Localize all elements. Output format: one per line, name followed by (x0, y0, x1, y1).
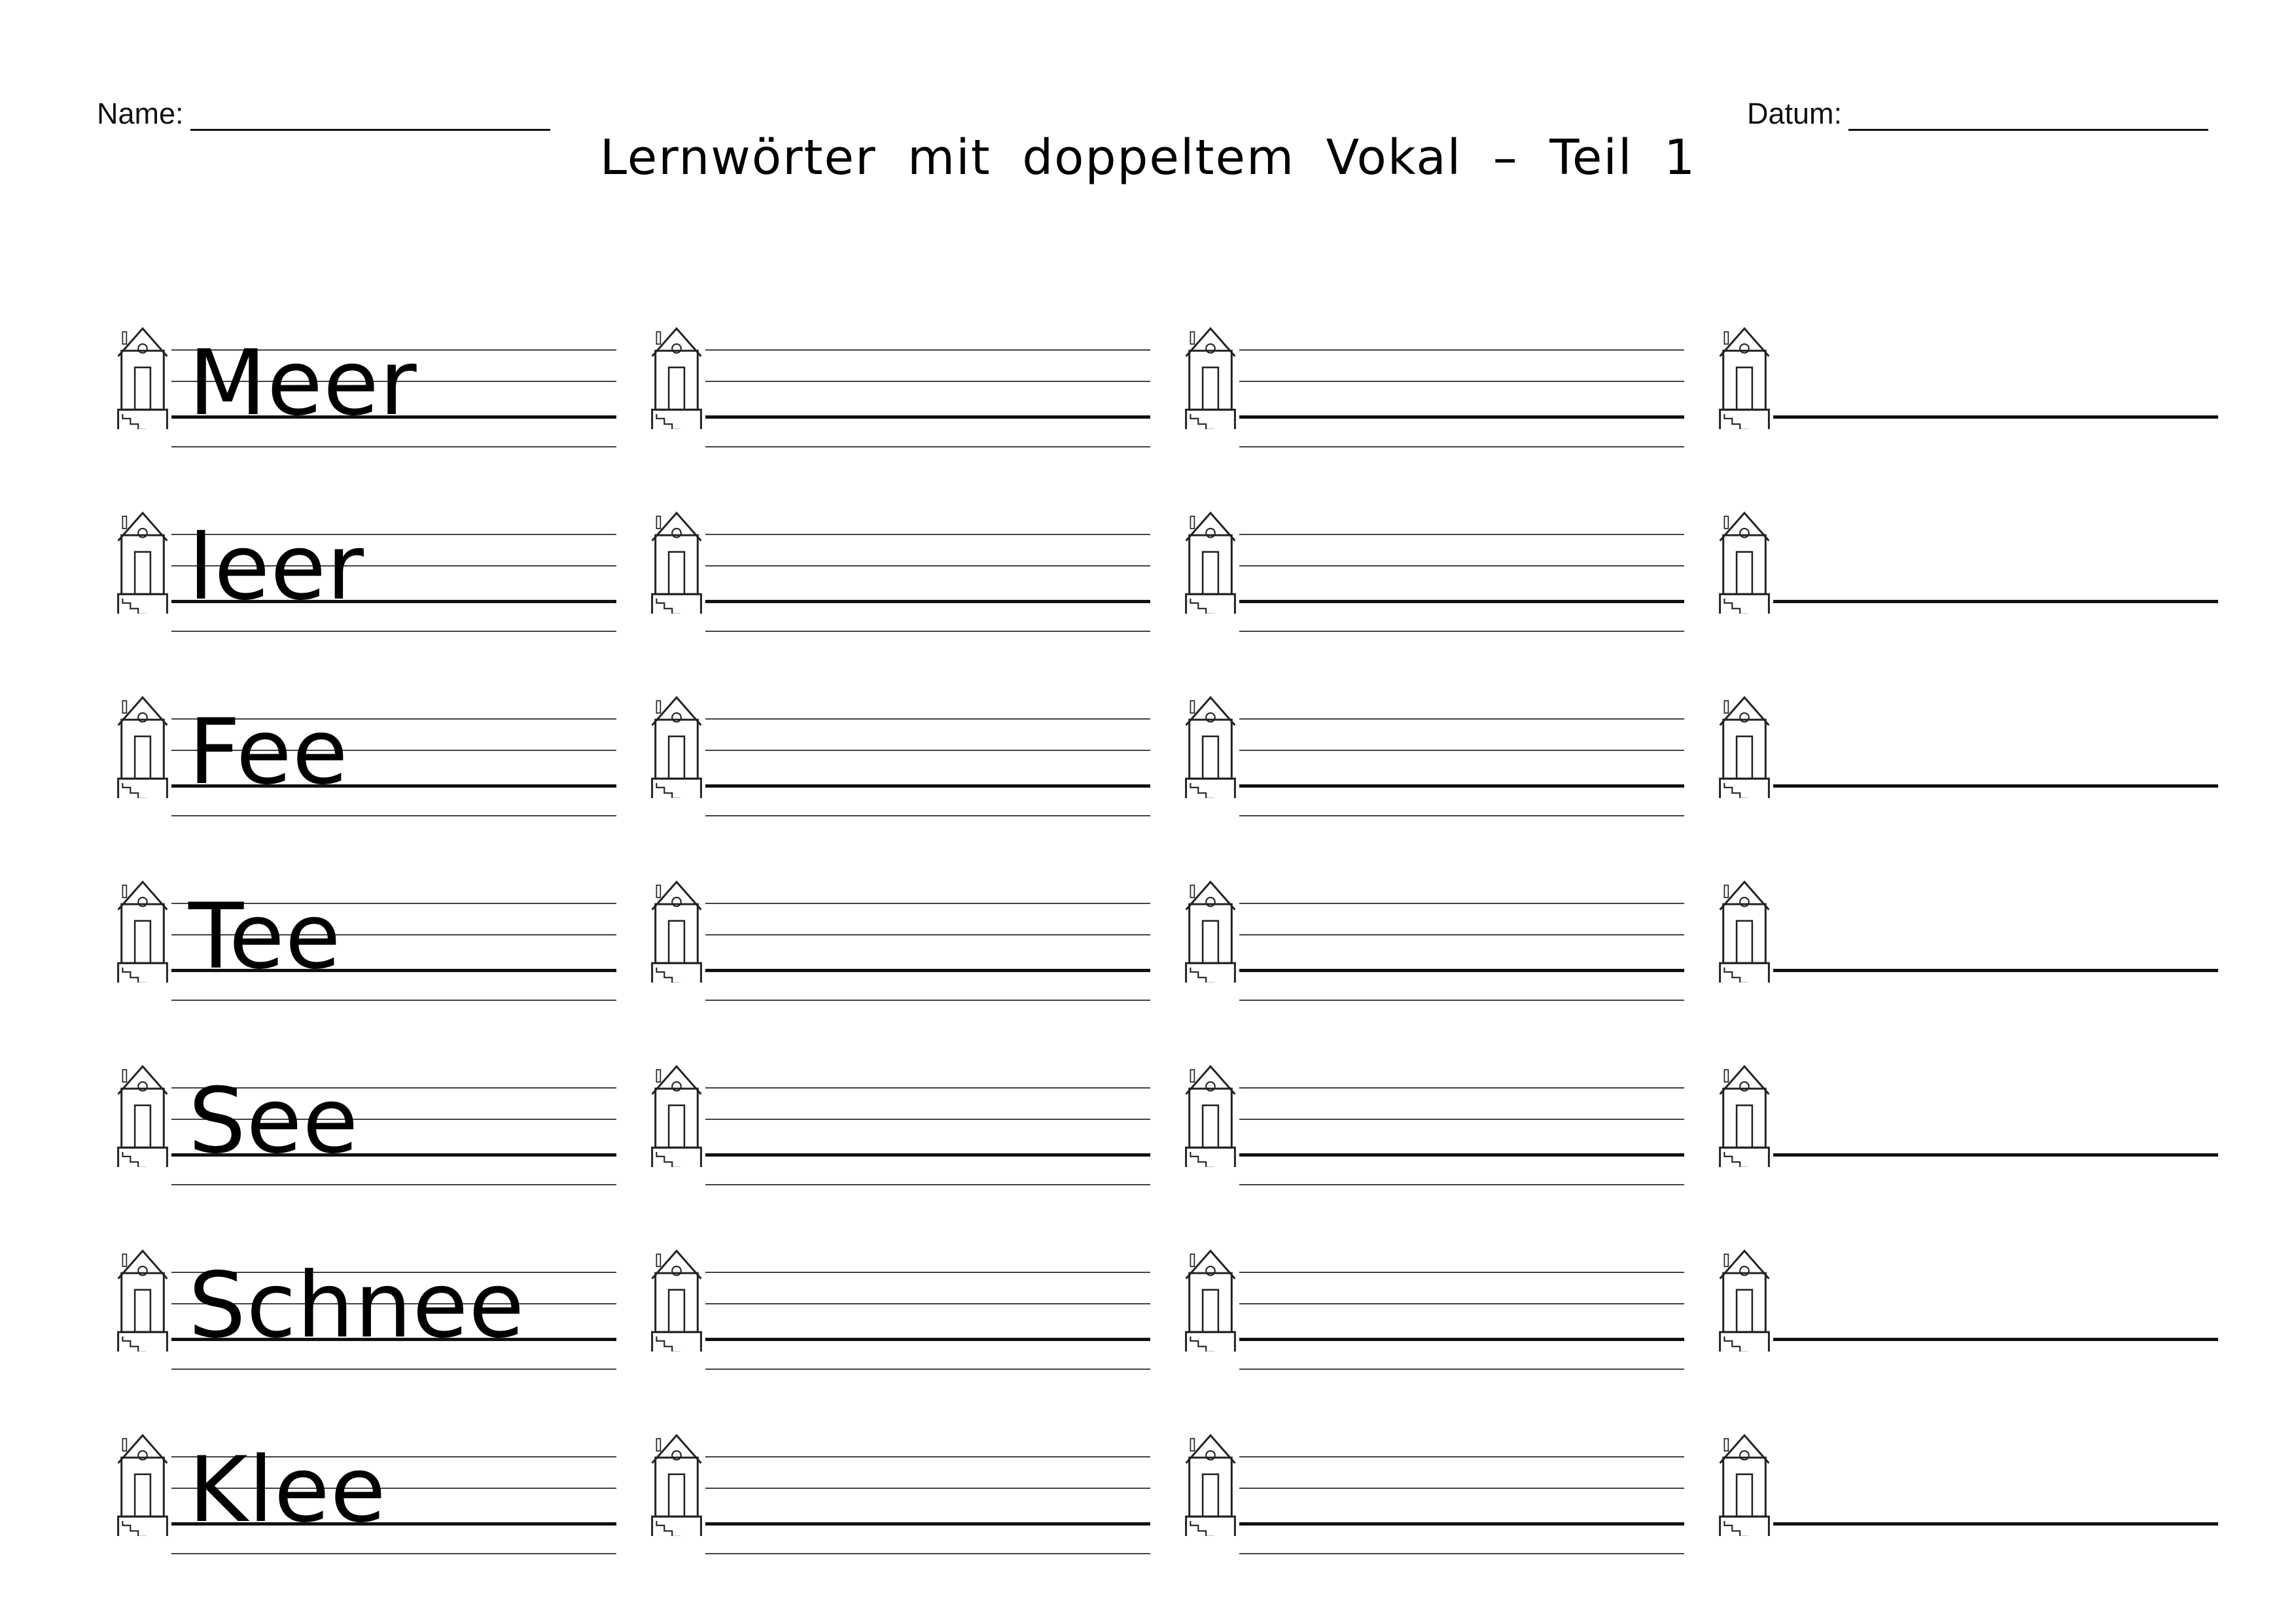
practice-cell[interactable] (1179, 687, 1684, 798)
guide-line (705, 534, 1150, 535)
writing-lines (1239, 871, 1684, 983)
house-icon (1179, 1056, 1242, 1167)
guide-line (705, 1272, 1150, 1273)
house-icon (645, 318, 708, 429)
guide-line (1239, 934, 1684, 935)
guide-line (705, 1456, 1150, 1457)
guide-line (171, 1553, 616, 1554)
vocab-word: leer (188, 515, 364, 620)
guide-line (1239, 718, 1684, 720)
writing-lines (705, 687, 1150, 798)
house-icon (111, 687, 174, 798)
guide-line (1239, 565, 1684, 567)
practice-cell[interactable] (1713, 502, 2218, 614)
practice-cell[interactable] (645, 871, 1150, 983)
house-icon (111, 1425, 174, 1536)
practice-cell[interactable] (645, 318, 1150, 429)
word-cell (111, 1425, 616, 1543)
guide-line (1239, 1272, 1684, 1273)
guide-line (705, 750, 1150, 751)
writing-lines (1239, 687, 1684, 798)
writing-lines (171, 502, 616, 620)
name-label: Name: (97, 97, 184, 130)
house-icon (1713, 1056, 1776, 1167)
house-icon (645, 871, 708, 983)
house-icon (645, 1056, 708, 1167)
guide-line (1239, 1303, 1684, 1304)
house-icon (111, 1056, 174, 1167)
guide-line (1239, 534, 1684, 535)
house-icon (1713, 871, 1776, 983)
guide-line (1239, 1000, 1684, 1001)
writing-row (0, 1056, 2296, 1174)
writing-lines (171, 871, 616, 989)
house-icon (1713, 1425, 1776, 1536)
guide-line (171, 1000, 616, 1001)
guide-line (1239, 1338, 1684, 1341)
word-cell (111, 1240, 616, 1358)
house-icon (1179, 687, 1242, 798)
writing-lines (1773, 1240, 2218, 1352)
vocab-word: Fee (188, 699, 349, 805)
writing-lines (1773, 318, 2218, 429)
date-label: Datum: (1747, 97, 1843, 130)
word-cell (111, 502, 616, 620)
house-icon (1179, 502, 1242, 614)
guide-line (1239, 1369, 1684, 1370)
guide-line (1239, 631, 1684, 632)
guide-line (705, 446, 1150, 447)
guide-line (705, 1303, 1150, 1304)
guide-line (1773, 1522, 2218, 1526)
practice-cell[interactable] (645, 1425, 1150, 1536)
practice-cell[interactable] (645, 1056, 1150, 1167)
guide-line (1773, 415, 2218, 419)
writing-lines (171, 1425, 616, 1543)
guide-line (171, 815, 616, 816)
guide-line (1239, 349, 1684, 351)
house-icon (1713, 502, 1776, 614)
writing-lines (705, 871, 1150, 983)
writing-lines (171, 1240, 616, 1358)
house-icon (1713, 687, 1776, 798)
guide-line (705, 1087, 1150, 1089)
practice-cell[interactable] (1179, 871, 1684, 983)
writing-lines (1239, 502, 1684, 614)
practice-cell[interactable] (645, 687, 1150, 798)
house-icon (1713, 318, 1776, 429)
practice-cell[interactable] (1713, 687, 2218, 798)
guide-line (705, 349, 1150, 351)
writing-lines (171, 318, 616, 436)
vocab-word: Klee (188, 1437, 387, 1543)
writing-row (0, 1425, 2296, 1543)
guide-line (1239, 446, 1684, 447)
guide-line (171, 1369, 616, 1370)
guide-line (1239, 903, 1684, 904)
vocab-word: Tee (188, 884, 342, 989)
guide-line (705, 934, 1150, 935)
guide-line (705, 969, 1150, 972)
writing-lines (171, 1056, 616, 1174)
guide-line (705, 415, 1150, 419)
writing-lines (1239, 1425, 1684, 1536)
guide-line (705, 1369, 1150, 1370)
writing-lines (1773, 1425, 2218, 1536)
vocab-word: Schnee (188, 1253, 525, 1358)
guide-line (171, 1184, 616, 1185)
guide-line (705, 718, 1150, 720)
guide-line (705, 1488, 1150, 1489)
page-title: Lernwörter mit doppeltem Vokal – Teil 1 (599, 130, 1697, 186)
writing-lines (1773, 687, 2218, 798)
writing-row (0, 1240, 2296, 1358)
guide-line (1239, 784, 1684, 788)
house-icon (645, 502, 708, 614)
guide-line (705, 903, 1150, 904)
writing-lines (705, 1425, 1150, 1536)
writing-lines (1239, 1056, 1684, 1167)
guide-line (1239, 1087, 1684, 1089)
guide-line (1239, 381, 1684, 382)
guide-line (705, 1184, 1150, 1185)
writing-lines (1773, 871, 2218, 983)
guide-line (705, 1153, 1150, 1157)
practice-cell[interactable] (645, 1240, 1150, 1352)
writing-lines (705, 318, 1150, 429)
writing-lines (705, 1056, 1150, 1167)
practice-cell[interactable] (1713, 318, 2218, 429)
guide-line (171, 631, 616, 632)
guide-line (705, 1338, 1150, 1341)
writing-lines (1773, 1056, 2218, 1167)
practice-cell[interactable] (1713, 1240, 2218, 1352)
guide-line (705, 1119, 1150, 1120)
house-icon (111, 502, 174, 614)
guide-line (1773, 1153, 2218, 1157)
guide-line (1773, 969, 2218, 972)
word-cell (111, 318, 616, 436)
guide-line (1239, 415, 1684, 419)
guide-line (705, 565, 1150, 567)
writing-lines (1239, 1240, 1684, 1352)
practice-cell[interactable] (1713, 1425, 2218, 1536)
practice-cell[interactable] (1713, 871, 2218, 983)
writing-row (0, 871, 2296, 989)
word-cell (111, 687, 616, 805)
guide-line (1773, 600, 2218, 603)
writing-lines (1773, 502, 2218, 614)
practice-cell[interactable] (1179, 318, 1684, 429)
vocab-word: See (188, 1068, 359, 1174)
practice-cell[interactable] (1179, 1240, 1684, 1352)
guide-line (1239, 750, 1684, 751)
word-cell (111, 1056, 616, 1174)
guide-line (1239, 969, 1684, 972)
house-icon (645, 1425, 708, 1536)
house-icon (111, 318, 174, 429)
house-icon (1179, 1425, 1242, 1536)
guide-line (171, 446, 616, 447)
writing-row (0, 502, 2296, 620)
house-icon (1179, 318, 1242, 429)
house-icon (645, 1240, 708, 1352)
house-icon (1179, 871, 1242, 983)
guide-line (705, 784, 1150, 788)
guide-line (1773, 1338, 2218, 1341)
writing-lines (705, 502, 1150, 614)
guide-line (705, 1553, 1150, 1554)
guide-line (1239, 1153, 1684, 1157)
house-icon (111, 871, 174, 983)
writing-lines (171, 687, 616, 805)
practice-cell[interactable] (1179, 1425, 1684, 1536)
writing-row (0, 687, 2296, 805)
practice-cell[interactable] (645, 502, 1150, 614)
writing-lines (1239, 318, 1684, 429)
guide-line (1773, 784, 2218, 788)
house-icon (111, 1240, 174, 1352)
guide-line (705, 631, 1150, 632)
house-icon (1713, 1240, 1776, 1352)
house-icon (1179, 1240, 1242, 1352)
guide-line (705, 1000, 1150, 1001)
guide-line (705, 600, 1150, 603)
practice-cell[interactable] (1179, 502, 1684, 614)
guide-line (1239, 1456, 1684, 1457)
guide-line (705, 815, 1150, 816)
writing-lines (705, 1240, 1150, 1352)
guide-line (1239, 1184, 1684, 1185)
house-icon (645, 687, 708, 798)
guide-line (705, 381, 1150, 382)
guide-line (1239, 600, 1684, 603)
guide-line (1239, 1119, 1684, 1120)
guide-line (1239, 1488, 1684, 1489)
guide-line (1239, 1553, 1684, 1554)
writing-row (0, 318, 2296, 436)
word-cell (111, 871, 616, 989)
guide-line (1239, 815, 1684, 816)
practice-cell[interactable] (1713, 1056, 2218, 1167)
guide-line (1239, 1522, 1684, 1526)
practice-cell[interactable] (1179, 1056, 1684, 1167)
guide-line (705, 1522, 1150, 1526)
vocab-word: Meer (188, 330, 417, 436)
